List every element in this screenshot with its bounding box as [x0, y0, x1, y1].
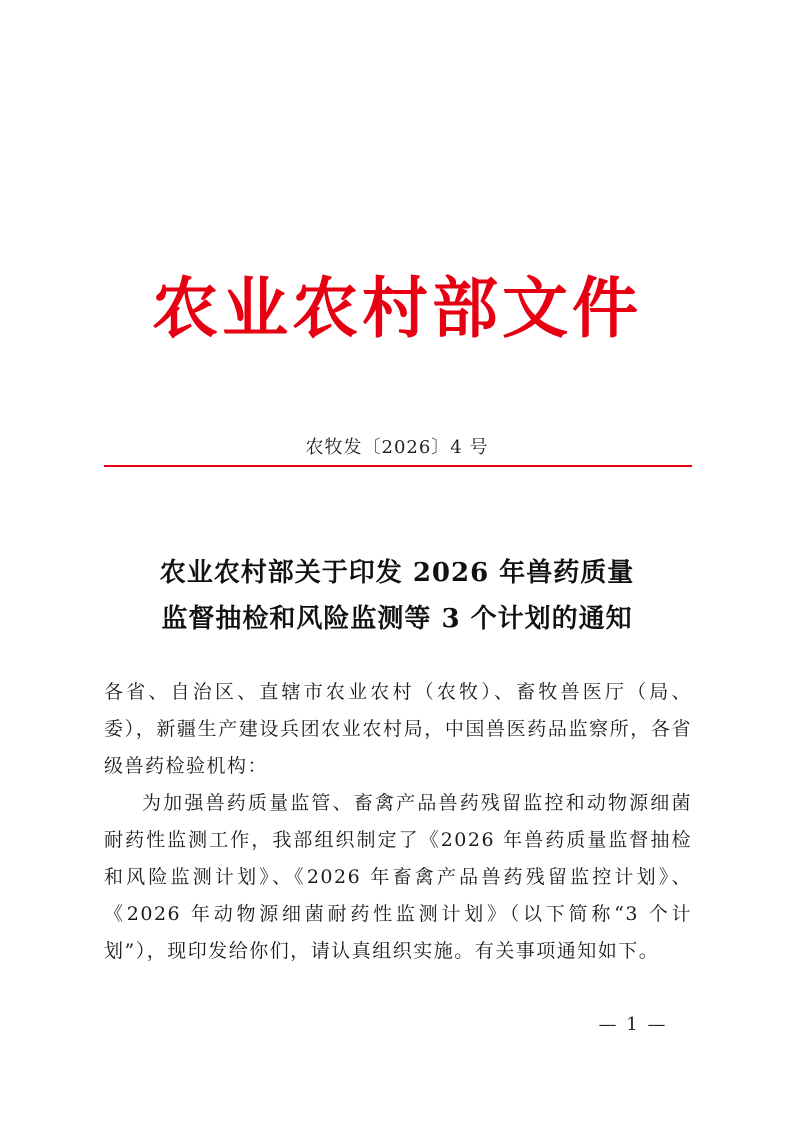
- notice-title-line-2: 监督抽检和风险监测等 3 个计划的通知: [161, 604, 633, 634]
- notice-title: [0, 550, 794, 642]
- page-number: — 1 —: [598, 1014, 668, 1035]
- agency-header-title: 农业农村部文件: [152, 269, 642, 347]
- document-number: 农牧发〔2026〕4 号: [305, 437, 489, 458]
- body-paragraph-1: 为加强兽药质量监管、畜禽产品兽药残留监控和动物源细菌耐药性监测工作，我部组织制定了《2026 年兽药质量监督抽检和风险监测计划》、《2026 年畜禽产品兽药残留监控计划》、《2026 年动物源细菌耐药性监测计划》（以下简称“3 个计划”），现印发给你们，请认真组织实施。有关事项通知如下。: [104, 792, 692, 962]
- notice-body: [104, 674, 692, 970]
- addressees-paragraph: 各省、自治区、直辖市农业农村（农牧）、畜牧兽医厅（局、委），新疆生产建设兵团农业农村局，中国兽医药品监察所，各省级兽药检验机构：: [104, 681, 692, 777]
- red-separator-line: [104, 465, 692, 467]
- notice-title-line-1: 农业农村部关于印发 2026 年兽药质量: [159, 558, 635, 588]
